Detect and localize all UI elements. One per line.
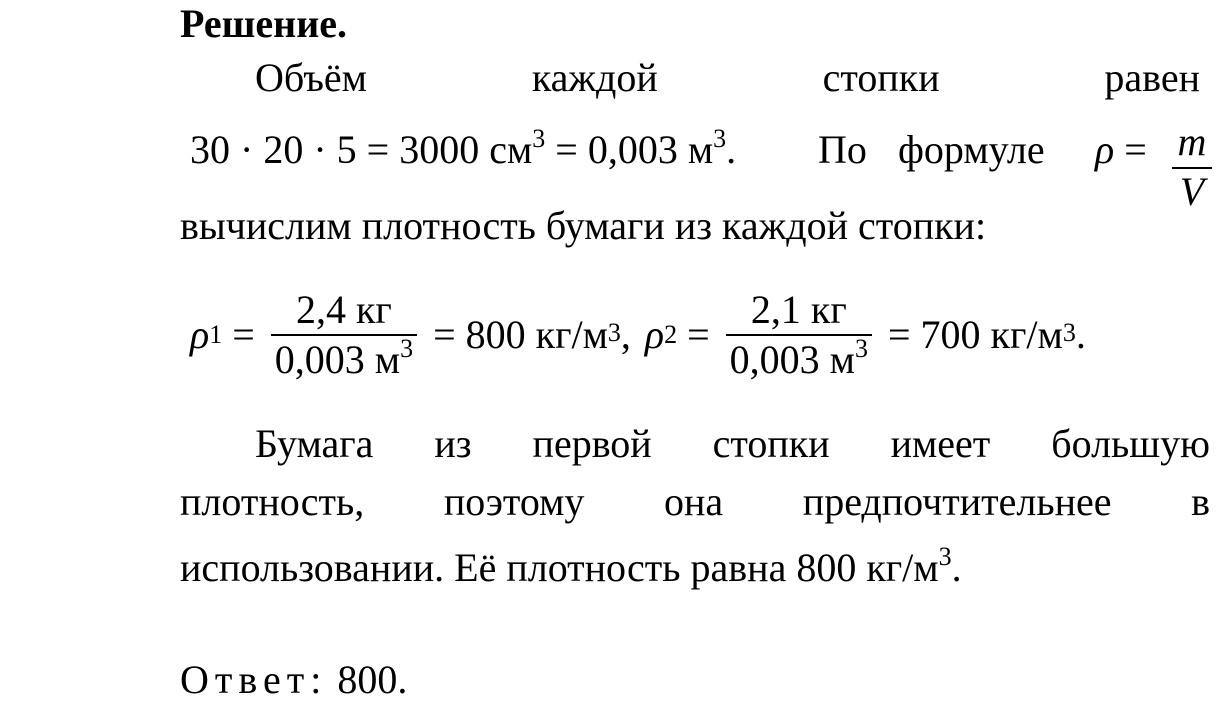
- word: Бумага: [255, 421, 374, 466]
- rho-symbol: ρ: [1095, 127, 1115, 172]
- comma: ,: [620, 312, 631, 357]
- fraction-numerator: 2,4 кг: [296, 287, 392, 332]
- fraction-rho1: [271, 287, 417, 382]
- word: в: [1191, 479, 1210, 524]
- result-rho1: = 800 кг/м: [423, 312, 608, 357]
- rho-symbol: ρ: [644, 312, 665, 357]
- fraction-numerator: 2,1 кг: [750, 287, 847, 332]
- rho-symbol: ρ: [190, 312, 210, 357]
- word: большую: [1051, 421, 1210, 466]
- fraction-numerator: m: [1177, 119, 1207, 164]
- po-word: По: [818, 127, 867, 172]
- volume-conversion: = 0,003 м: [545, 127, 714, 172]
- period: .: [1075, 312, 1086, 357]
- volume-expression: 30 · 20 · 5 = 3000 см: [190, 127, 533, 172]
- exponent: 3: [713, 123, 727, 153]
- sentence-end: .: [726, 127, 737, 172]
- word: стопки: [712, 421, 830, 466]
- answer-line: [180, 656, 407, 704]
- fraction-denominator: 0,003 $м^3$: [271, 334, 417, 380]
- word: равен: [1104, 55, 1200, 100]
- word: предпочтительнее: [802, 479, 1112, 524]
- equals-sign: =: [222, 312, 265, 357]
- word: она: [664, 479, 724, 524]
- word: поэтому: [443, 479, 585, 524]
- volume-calculation: [190, 123, 737, 174]
- exponent: 3: [938, 541, 952, 571]
- paragraph-2-line-2: [180, 478, 1210, 526]
- equals-sign: =: [1114, 127, 1147, 172]
- paragraph-1-line-3: вычислим плотность бумаги из каждой стопки:: [180, 203, 987, 248]
- exponent: 3: [532, 123, 546, 153]
- answer-value: 800.: [327, 657, 408, 702]
- paragraph-1-line-1: [255, 54, 1200, 102]
- word: первой: [532, 421, 652, 466]
- word: стопки: [822, 55, 940, 100]
- result-rho2: = 700 кг/м: [877, 312, 1063, 357]
- formula-word: формуле: [898, 127, 1045, 172]
- word: Объём: [255, 55, 367, 100]
- solution-heading: Решение.: [180, 1, 348, 46]
- density-formula: [1095, 126, 1147, 174]
- word: имеет: [890, 421, 991, 466]
- word: каждой: [531, 55, 658, 100]
- density-equation: ρ 1 = $\frac{2,4 кг}{0,003 м^3}$ = 800 кг/м $^3$ , ρ 2 = $\frac{2,1 кг}{0,003 м^3}$ = 700 кг/м $^3$ .: [190, 287, 1086, 382]
- paragraph-2-line-1: [255, 420, 1210, 468]
- fraction-rho2: [726, 287, 872, 382]
- answer-label: Ответ:: [180, 657, 328, 702]
- word: из: [434, 421, 472, 466]
- equals-sign: =: [677, 312, 720, 357]
- fraction-denominator: V: [1179, 169, 1205, 214]
- paragraph-2-line-3: использовании. Её плотность равна 800 $кг/м^3$.: [180, 541, 962, 590]
- word: плотность,: [180, 479, 365, 524]
- fraction-denominator: 0,003 $м^3$: [726, 334, 872, 380]
